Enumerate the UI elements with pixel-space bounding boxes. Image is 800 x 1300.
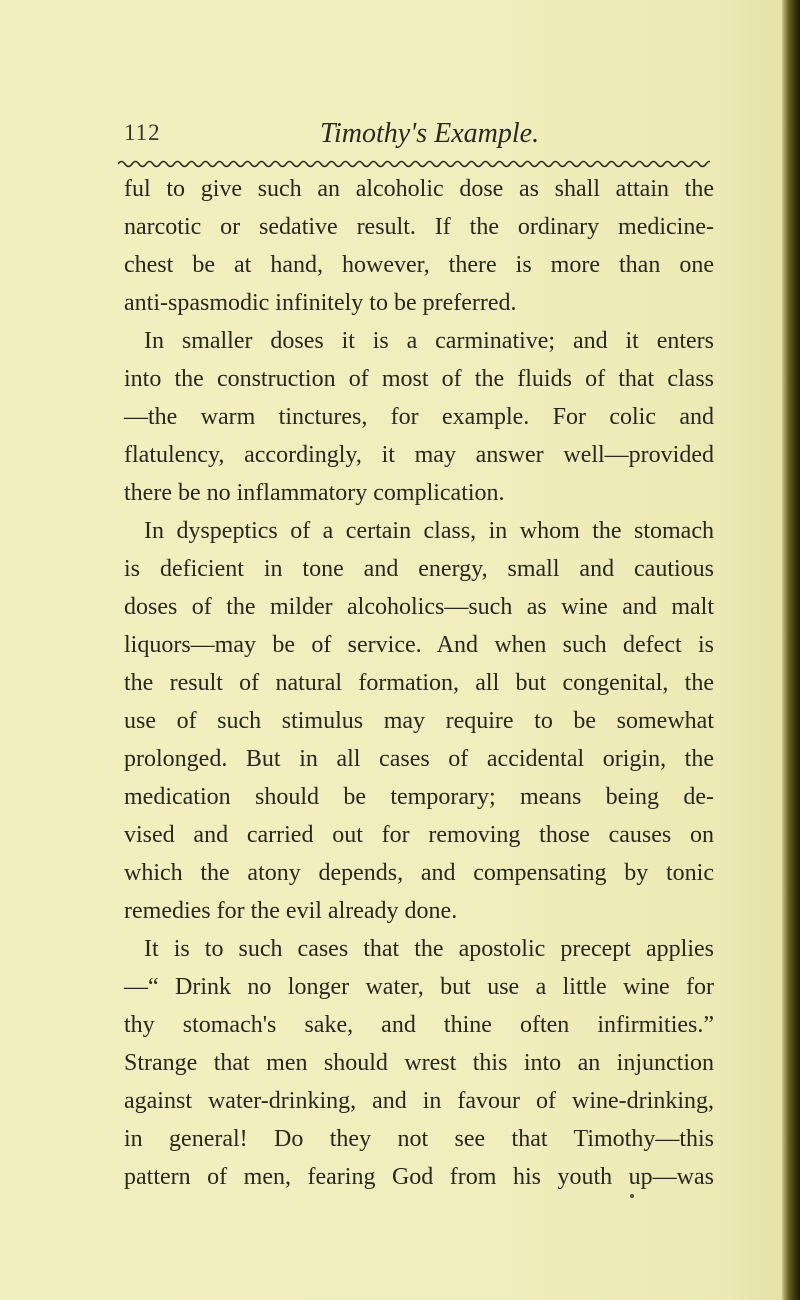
body-line: against water-drinking, and in favour of wine-drinking,	[124, 1088, 714, 1114]
body-line: —the warm tinctures, for example. For colic and	[124, 404, 714, 430]
body-line: in general! Do they not see that Timothy—this	[124, 1126, 714, 1152]
body-line: In dyspeptics of a certain class, in whom the stomach	[144, 518, 714, 544]
body-line: ful to give such an alcoholic dose as shall attain the	[124, 176, 714, 202]
paper-speck	[186, 1176, 188, 1182]
body-line: vised and carried out for removing those causes on	[124, 822, 714, 848]
page-header	[124, 120, 704, 156]
body-line: remedies for the evil already done.	[124, 898, 458, 924]
body-line: In smaller doses it is a carminative; and it enters	[144, 328, 714, 354]
body-line: use of such stimulus may require to be somewhat	[124, 708, 714, 734]
body-line: liquors—may be of service. And when such defect is	[124, 632, 714, 658]
body-line: flatulency, accordingly, it may answer well—provided	[124, 442, 714, 468]
body-line: into the construction of most of the fluids of that class	[124, 366, 714, 392]
body-line: —“ Drink no longer water, but use a little wine for	[124, 974, 714, 1000]
body-line: prolonged. But in all cases of accidental origin, the	[124, 746, 714, 772]
body-line: chest be at hand, however, there is more than one	[124, 252, 714, 278]
body-line: medication should be temporary; means being de-	[124, 784, 714, 810]
page-number: 112	[124, 120, 161, 145]
paper-speck	[630, 1194, 634, 1198]
body-line: thy stomach's sake, and thine often infirmities.”	[124, 1012, 714, 1038]
body-line: It is to such cases that the apostolic precept applies	[144, 936, 714, 962]
body-text	[124, 170, 714, 1196]
running-title: Timothy's Example.	[320, 118, 540, 149]
body-line: the result of natural formation, all but congenital, the	[124, 670, 714, 696]
body-line: is deficient in tone and energy, small and cautious	[124, 556, 714, 582]
body-line: which the atony depends, and compensating by tonic	[124, 860, 714, 886]
body-line: doses of the milder alcoholics—such as wine and malt	[124, 594, 714, 620]
page-fore-edge	[782, 0, 800, 1300]
body-line: narcotic or sedative result. If the ordinary medicine-	[124, 214, 714, 240]
body-line: anti-spasmodic infinitely to be preferred.	[124, 290, 517, 316]
header-rule-ornament	[118, 158, 710, 170]
body-line: there be no inflammatory complication.	[124, 480, 505, 506]
body-line: pattern of men, fearing God from his youth up—was	[124, 1164, 714, 1190]
body-line: Strange that men should wrest this into an injunction	[124, 1050, 714, 1076]
